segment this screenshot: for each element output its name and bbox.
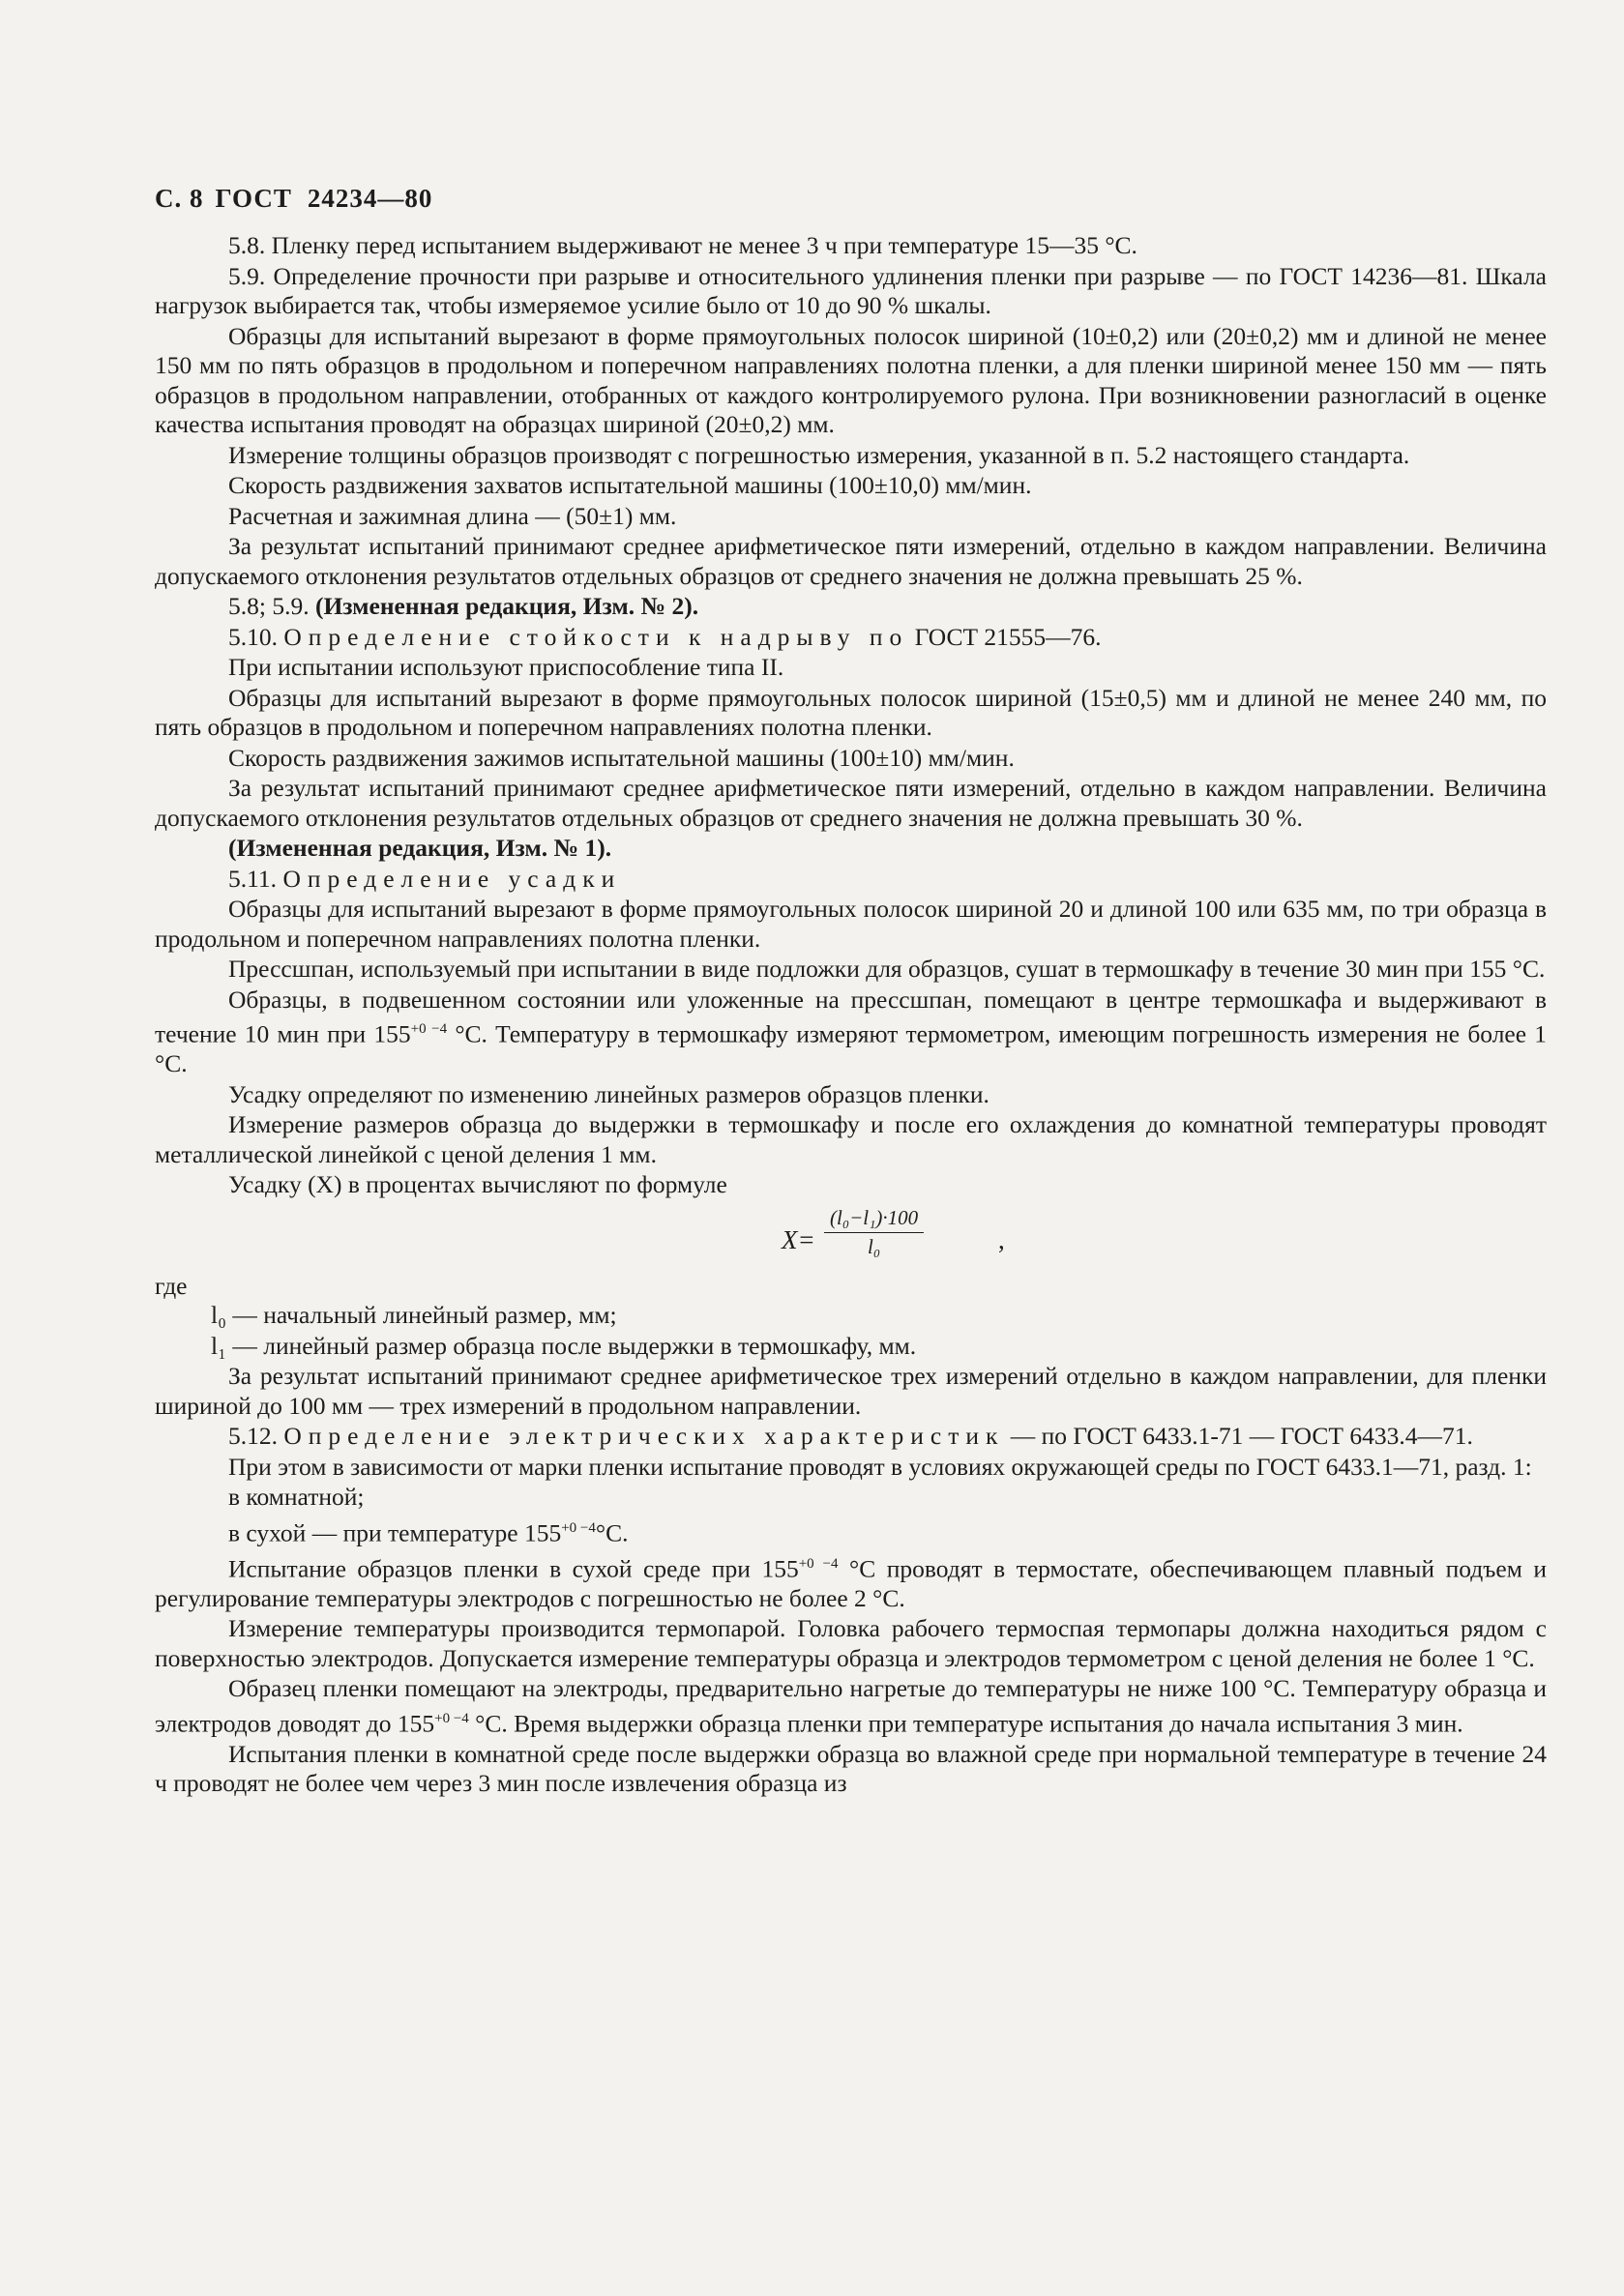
paragraph-text: °С. — [595, 1518, 629, 1546]
gost-label: ГОСТ — [215, 184, 292, 213]
paragraph: За результат испытаний принимают среднее арифметическое пяти измерений, отдельно в каждом направлении. Величина допускаемого отклонения результатов отдельных образцов от среднего значения не должна превышать 30 %. — [155, 774, 1547, 832]
paragraph: Скорость раздвижения зажимов испытательной машины (100±10) мм/мин. — [228, 743, 1015, 772]
section-number: 5.11. — [228, 864, 278, 893]
tolerance: +0 −4 — [410, 1021, 448, 1037]
paragraph: При испытании используют приспособление типа II. — [228, 653, 784, 681]
paragraph — [155, 986, 1547, 1079]
paragraph: Образцы для испытаний вырезают в форме прямоугольных полосок шириной 20 и длиной 100 или 635 мм, по три образца в продольном и поперечном направлениях полотна пленки. — [155, 895, 1547, 953]
amendment-clauses: 5.8; 5.9. — [228, 592, 310, 620]
paragraph-text: Испытание образцов пленки в сухой среде при 155 — [228, 1554, 799, 1582]
paragraph: Измерение размеров образца до выдержки в термошкафу и после его охлаждения до комнатной температуры проводят металлической линейкой с ценой деления 1 мм. — [155, 1110, 1547, 1168]
paragraph: Образцы для испытаний вырезают в форме прямоугольных полосок шириной (15±0,5) мм и длиной не менее 240 мм, по пять образцов в продольном и поперечном направлениях полотна пленки. — [155, 683, 1547, 741]
paragraph: Испытания пленки в комнатной среде после выдержки образца во влажной среде при нормальной температуре в течение 24 ч проводят не более чем через 3 мин после извлечения образца из — [155, 1739, 1547, 1797]
section-title: Определение стойкости к надрыву по — [283, 622, 909, 651]
section-heading — [155, 623, 1547, 653]
paragraph: Расчетная и зажимная длина — (50±1) мм. — [228, 501, 677, 530]
paragraph: Прессшпан, используемый при испытании в виде подложки для образцов, сушат в термошкафу в течение 30 мин при 155 °С. — [228, 955, 1546, 983]
tolerance: +0 −4 — [798, 1555, 839, 1572]
definition-l0: l₀ — начальный линейный размер, мм; — [211, 1301, 617, 1329]
section-reference: ГОСТ 21555—76. — [914, 622, 1102, 651]
section-heading — [155, 865, 1547, 895]
paragraph-text: °С. Время выдержки образца пленки при температуре испытания до начала испытания 3 мин. — [475, 1709, 1463, 1737]
amendment-note — [155, 834, 1547, 864]
shrinkage-formula — [155, 1204, 1547, 1272]
paragraph-text: Образец пленки помещают на электроды, предварительно нагретые до температуры не ниже 100 °С. Температуру образца и электродов доводят до 155 — [155, 1674, 1547, 1737]
list-item — [155, 1514, 1547, 1548]
paragraph — [155, 1674, 1547, 1739]
paragraph: Измерение толщины образцов производят с погрешностью измерения, указанной в п. 5.2 настоящего стандарта. — [228, 440, 1410, 469]
tolerance: +0 −4 — [434, 1710, 469, 1726]
list-item: в комнатной; — [228, 1483, 365, 1511]
paragraph: За результат испытаний принимают среднее арифметическое пяти измерений, отдельно в каждом направлении. Величина допускаемого отклонения результатов отдельных образцов от среднего значения не должна превышать 25 %. — [155, 532, 1547, 590]
paragraph: 5.9. Определение прочности при разрыве и относительного удлинения пленки при разрыве — по ГОСТ 14236—81. Шкала нагрузок выбирается так, чтобы измеряемое усилие было от 10 до 90 % шкалы. — [155, 261, 1547, 319]
definition-l1: l₁ — линейный размер образца после выдержки в термошкафу, мм. — [211, 1331, 917, 1360]
paragraph — [155, 1549, 1547, 1614]
paragraph: Усадку (X) в процентах вычисляют по формуле — [228, 1170, 727, 1198]
section-number: 5.12. — [228, 1422, 278, 1450]
paragraph: Усадку определяют по изменению линейных размеров образцов пленки. — [228, 1079, 989, 1108]
section-heading — [155, 1422, 1547, 1452]
page-header — [155, 184, 1547, 214]
amendment-text: (Измененная редакция, Изм. № 1). — [228, 834, 612, 862]
section-title: Определение электрических характеристик — [283, 1422, 1005, 1450]
section-reference: — по ГОСТ 6433.1-71 — ГОСТ 6433.4—71. — [1010, 1422, 1473, 1450]
paragraph-text: °С проводят в термостате, обеспечивающем плавный подъем и регулирование температуры электродов с погрешностью не более 2 °С. — [155, 1554, 1548, 1612]
paragraph-text: в сухой — при температуре 155 — [228, 1518, 562, 1546]
tolerance: +0 −4 — [561, 1519, 596, 1536]
formula-lhs: X= — [782, 1224, 815, 1254]
paragraph: За результат испытаний принимают среднее арифметическое трех измерений отдельно в каждом направлении, для пленки шириной до 100 мм — трех измерений в продольном направлении. — [155, 1362, 1547, 1420]
formula-numerator: (l₀−l₁)·100 — [824, 1206, 924, 1233]
paragraph: Образцы для испытаний вырезают в форме прямоугольных полосок шириной (10±0,2) или (20±0,2) мм и длиной не менее 150 мм по пять образцов в продольном и поперечном направлениях полотна пленки, а для пленки шириной менее 150 мм — пять образцов в продольном направлении, отобранных от каждого контролируемого рулона. При возникновении разногласий в оценке качества испытания проводят на образцах шириной (20±0,2) мм. — [155, 321, 1547, 438]
paragraph-text: Образцы, в подвешенном состоянии или уложенные на прессшпан, помещают в центре термошкафа и выдерживают в течение 10 мин при 155 — [155, 985, 1547, 1048]
where-label: где — [155, 1271, 188, 1300]
formula-comma: , — [998, 1224, 1005, 1254]
paragraph: Измерение температуры производится термопарой. Головка рабочего термоспая термопары должна находиться рядом с поверхностью электродов. Допускается измерение температуры образца и электродов термометром с ценой деления не более 1 °С. — [155, 1614, 1547, 1672]
standard-number: 24234—80 — [307, 184, 433, 213]
section-number: 5.10. — [228, 622, 278, 651]
paragraph: Скорость раздвижения захватов испытательной машины (100±10,0) мм/мин. — [228, 471, 1032, 499]
paragraph-text: °С. Температуру в термошкафу измеряют термометром, имеющим погрешность измерения не более 1 °С. — [155, 1019, 1548, 1077]
page-number: С. 8 — [155, 184, 204, 213]
formula-denominator: l₀ — [868, 1234, 881, 1258]
formula-fraction — [824, 1206, 924, 1259]
paragraph: 5.8. Пленку перед испытанием выдерживают не менее 3 ч при температуре 15—35 °С. — [228, 231, 1137, 259]
amendment-text: (Измененная редакция, Изм. № 2). — [314, 592, 699, 620]
amendment-note — [155, 592, 1547, 622]
section-title: Определение усадки — [282, 864, 622, 893]
paragraph: При этом в зависимости от марки пленки испытание проводят в условиях окружающей среды по ГОСТ 6433.1—71, разд. 1: — [228, 1452, 1532, 1481]
